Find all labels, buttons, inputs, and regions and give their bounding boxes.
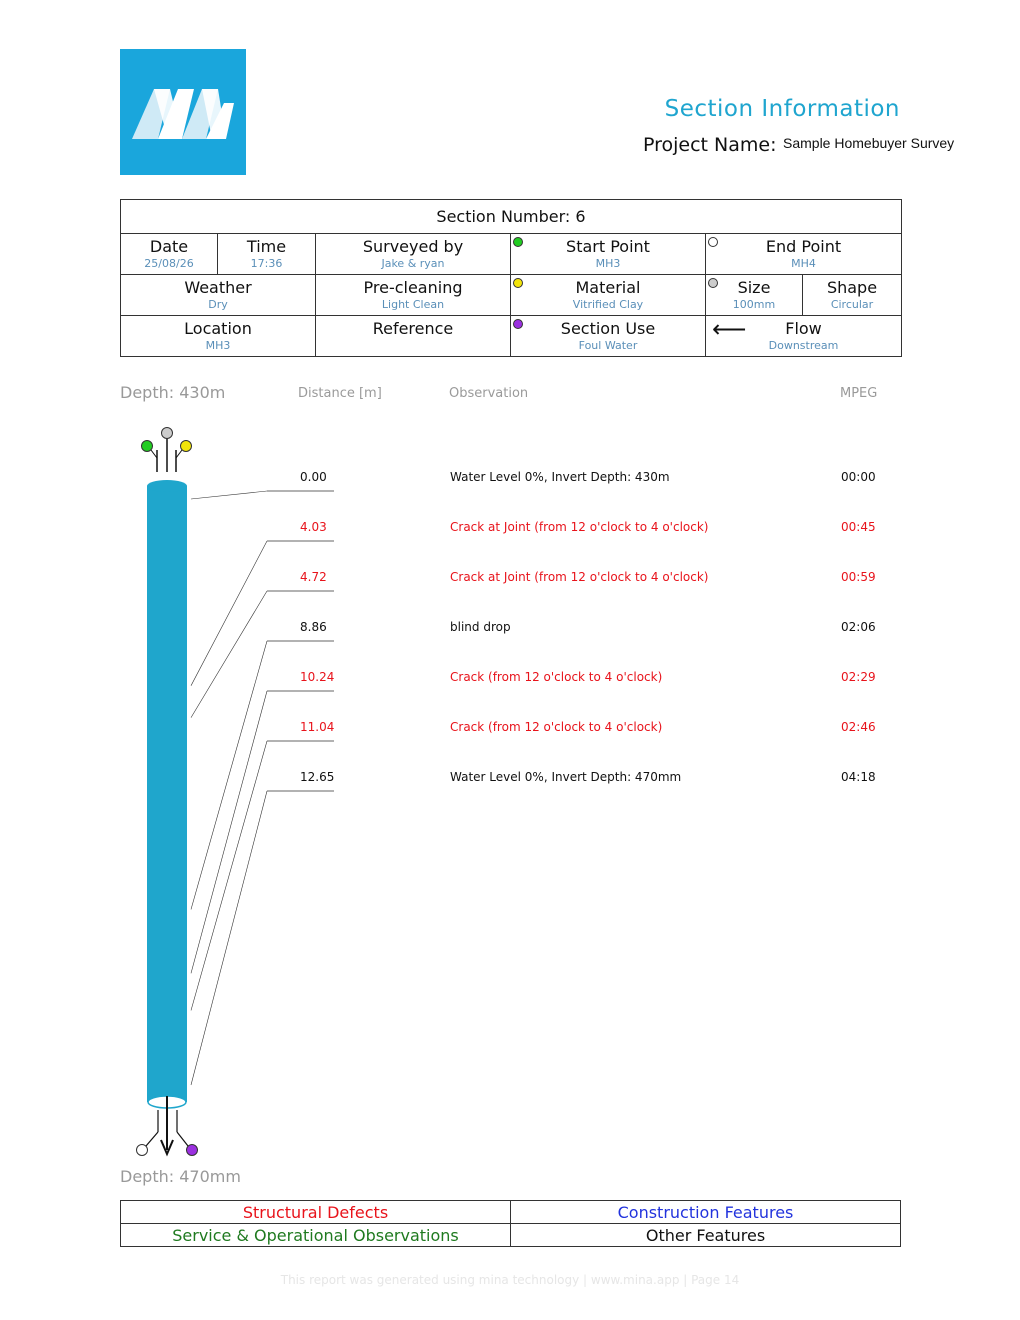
location-value: MH3 [205, 339, 231, 352]
observation-text: Crack at Joint (from 12 o'clock to 4 o'clock) [450, 570, 709, 584]
reference-cell [316, 316, 511, 357]
leader-line [191, 791, 267, 1085]
end-node-purple-icon [187, 1145, 198, 1156]
section-use-cell [511, 316, 706, 357]
observation-mpeg-time: 04:18 [841, 770, 876, 784]
depth-top: Depth: 430m [120, 383, 226, 402]
weather-label: Weather [184, 278, 252, 297]
observation-text: Crack (from 12 o'clock to 4 o'clock) [450, 670, 663, 684]
pre-cleaning-value: Light Clean [381, 298, 445, 311]
weather-cell [121, 275, 316, 316]
date-label: Date [149, 237, 189, 256]
observation-distance: 4.03 [300, 520, 327, 534]
observation-mpeg-time: 02:29 [841, 670, 876, 684]
location-cell [121, 316, 316, 357]
date-cell [121, 234, 218, 275]
legend-table [120, 1200, 901, 1247]
page-title: Section Information [664, 96, 900, 122]
observation-text: Water Level 0%, Invert Depth: 430m [450, 470, 670, 484]
observation-text: Water Level 0%, Invert Depth: 470mm [450, 770, 682, 784]
flow-label: Flow [785, 319, 822, 338]
mina-logo [120, 49, 246, 175]
legend-service-observations: Service & Operational Observations [121, 1224, 511, 1247]
project-name-label: Project Name: [643, 134, 777, 156]
end-point-cell [706, 234, 902, 275]
observation-row [0, 620, 1020, 640]
section-use-dot-icon [513, 319, 523, 329]
bottom-connector-line [146, 1132, 158, 1146]
mpeg-column-header: MPEG [840, 386, 878, 401]
observation-mpeg-time: 00:00 [841, 470, 876, 484]
observation-mpeg-time: 02:06 [841, 620, 876, 634]
observation-row [0, 470, 1020, 490]
observation-mpeg-time: 00:45 [841, 520, 876, 534]
material-dot-icon [513, 278, 523, 288]
section-use-value: Foul Water [578, 339, 638, 352]
size-label: Size [737, 278, 771, 297]
surveyed-by-label: Surveyed by [362, 237, 464, 256]
observation-text: Crack at Joint (from 12 o'clock to 4 o'clock) [450, 520, 709, 534]
start-point-label: Start Point [566, 237, 650, 256]
reference-label: Reference [372, 319, 454, 338]
section-use-label: Section Use [560, 319, 656, 338]
end-point-label: End Point [765, 237, 842, 256]
observation-row [0, 570, 1020, 590]
location-label: Location [184, 319, 252, 338]
flow-cell [706, 316, 902, 357]
date-value: 25/08/26 [144, 257, 194, 270]
material-value: Vitrified Clay [572, 298, 644, 311]
observation-text: Crack (from 12 o'clock to 4 o'clock) [450, 720, 663, 734]
flow-value: Downstream [768, 339, 839, 352]
observation-distance: 8.86 [300, 620, 327, 634]
start-point-value: MH3 [595, 257, 621, 270]
observation-column-header: Observation [449, 386, 529, 401]
start-point-dot-icon [513, 237, 523, 247]
observation-mpeg-time: 00:59 [841, 570, 876, 584]
legend-construction-features: Construction Features [511, 1201, 901, 1224]
weather-value: Dry [208, 298, 228, 311]
time-value: 17:36 [250, 257, 283, 270]
start-node-green-icon [142, 441, 153, 452]
start-point-cell [511, 234, 706, 275]
observation-distance: 10.24 [300, 670, 335, 684]
section-number: Section Number: 6 [121, 200, 902, 234]
time-label: Time [246, 237, 287, 256]
pre-cleaning-cell [316, 275, 511, 316]
shape-cell [803, 275, 902, 316]
bottom-connector-line [177, 1132, 188, 1146]
size-value: 100mm [732, 298, 776, 311]
pre-cleaning-label: Pre-cleaning [363, 278, 463, 297]
observation-mpeg-time: 02:46 [841, 720, 876, 734]
material-label: Material [575, 278, 641, 297]
surveyed-by-value: Jake & ryan [381, 257, 445, 270]
observation-distance: 11.04 [300, 720, 335, 734]
observation-distance: 12.65 [300, 770, 335, 784]
observation-row [0, 670, 1020, 690]
observation-text: blind drop [450, 620, 511, 634]
end-point-value: MH4 [791, 257, 816, 270]
leader-line [191, 541, 267, 686]
legend-structural-defects: Structural Defects [121, 1201, 511, 1224]
section-info-table [120, 199, 902, 357]
material-cell [511, 275, 706, 316]
shape-value: Circular [830, 298, 874, 311]
flow-arrow-icon: ⟵ [712, 315, 747, 343]
observation-distance: 4.72 [300, 570, 327, 584]
end-node-white-icon [137, 1145, 148, 1156]
observation-distance: 0.00 [300, 470, 327, 484]
legend-other-features: Other Features [511, 1224, 901, 1247]
distance-column-header: Distance [m] [298, 386, 382, 401]
observation-row [0, 520, 1020, 540]
mina-logo-icon [120, 49, 246, 175]
depth-bottom: Depth: 470mm [120, 1167, 241, 1186]
leader-line [191, 591, 267, 718]
start-node-grey-icon [162, 428, 173, 439]
start-node-yellow-icon [181, 441, 192, 452]
time-cell [218, 234, 316, 275]
size-dot-icon [708, 278, 718, 288]
leader-line [191, 491, 267, 499]
end-point-dot-icon [708, 237, 718, 247]
footer: This report was generated using mina technology | www.mina.app | Page 14 [280, 1273, 740, 1287]
observation-row [0, 720, 1020, 740]
project-name-value: Sample Homebuyer Survey [783, 135, 955, 151]
observation-row [0, 770, 1020, 790]
surveyed-by-cell [316, 234, 511, 275]
shape-label: Shape [826, 278, 878, 297]
size-cell [706, 275, 803, 316]
